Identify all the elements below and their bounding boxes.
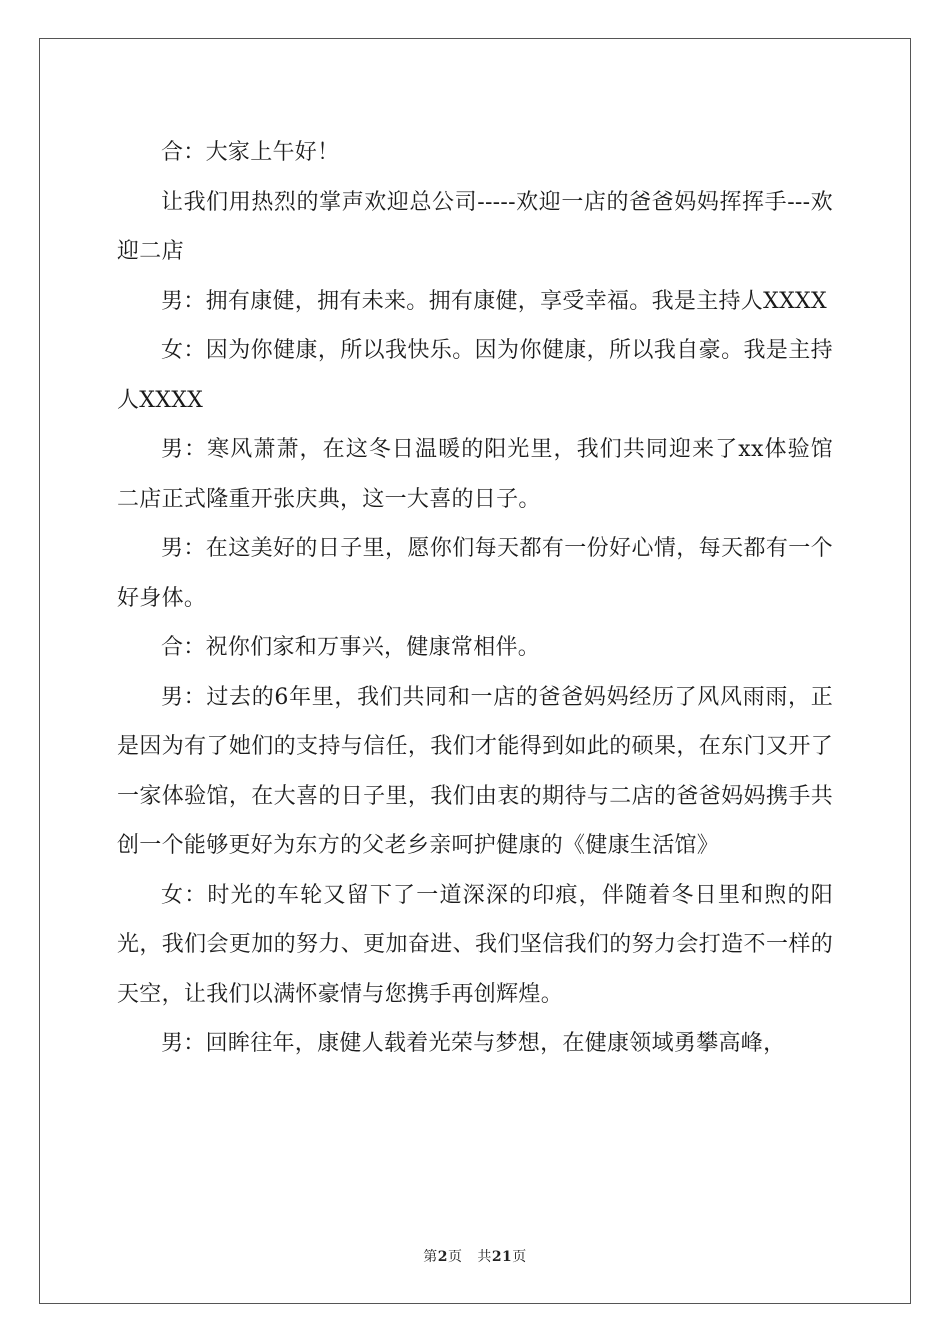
document-body [117, 128, 833, 1069]
page-suffix: 页 [447, 1249, 463, 1265]
current-page-number: 2 [437, 1249, 448, 1265]
page-prefix: 第 [423, 1249, 438, 1265]
paragraph-4: 女：因为你健康，所以我快乐。因为你健康，所以我自豪。我是主持人XXXX [117, 338, 833, 413]
total-page-number: 21 [491, 1249, 513, 1265]
paragraph-7: 合：祝你们家和万事兴，健康常相伴。 [161, 635, 541, 660]
page-footer [0, 1246, 950, 1266]
total-prefix: 共 [477, 1249, 492, 1265]
paragraph-9: 女：时光的车轮又留下了一道深深的印痕，伴随着冬日里和煦的阳光，我们会更加的努力、更加奋进、我们坚信我们的努力会打造不一样的天空，让我们以满怀豪情与您携手再创辉煌。 [117, 882, 833, 1007]
paragraph-8: 男：过去的6年里，我们共同和一店的爸爸妈妈经历了风风雨雨，正是因为有了她们的支持与信任，我们才能得到如此的硕果，在东门又开了一家体验馆，在大喜的日子里，我们由衷的期待与二店的爸爸妈妈携手共创一个能够更好为东方的父老乡亲呵护健康的《健康生活馆》 [117, 684, 833, 858]
paragraph-2: 让我们用热烈的掌声欢迎总公司-----欢迎一店的爸爸妈妈挥挥手---欢迎二店 [117, 189, 833, 264]
paragraph-3: 男：拥有康健，拥有未来。拥有康健，享受幸福。我是主持人XXXX [161, 288, 827, 314]
paragraph-1: 合：大家上午好！ [161, 140, 340, 165]
total-suffix: 页 [512, 1249, 527, 1265]
paragraph-5: 男：寒风萧萧，在这冬日温暖的阳光里，我们共同迎来了xx体验馆二店正式隆重开张庆典，这一大喜的日子。 [117, 437, 833, 512]
paragraph-6: 男：在这美好的日子里，愿你们每天都有一份好心情，每天都有一个好身体。 [117, 536, 833, 611]
paragraph-10: 男：回眸往年，康健人载着光荣与梦想，在健康领域勇攀高峰， [161, 1031, 786, 1056]
